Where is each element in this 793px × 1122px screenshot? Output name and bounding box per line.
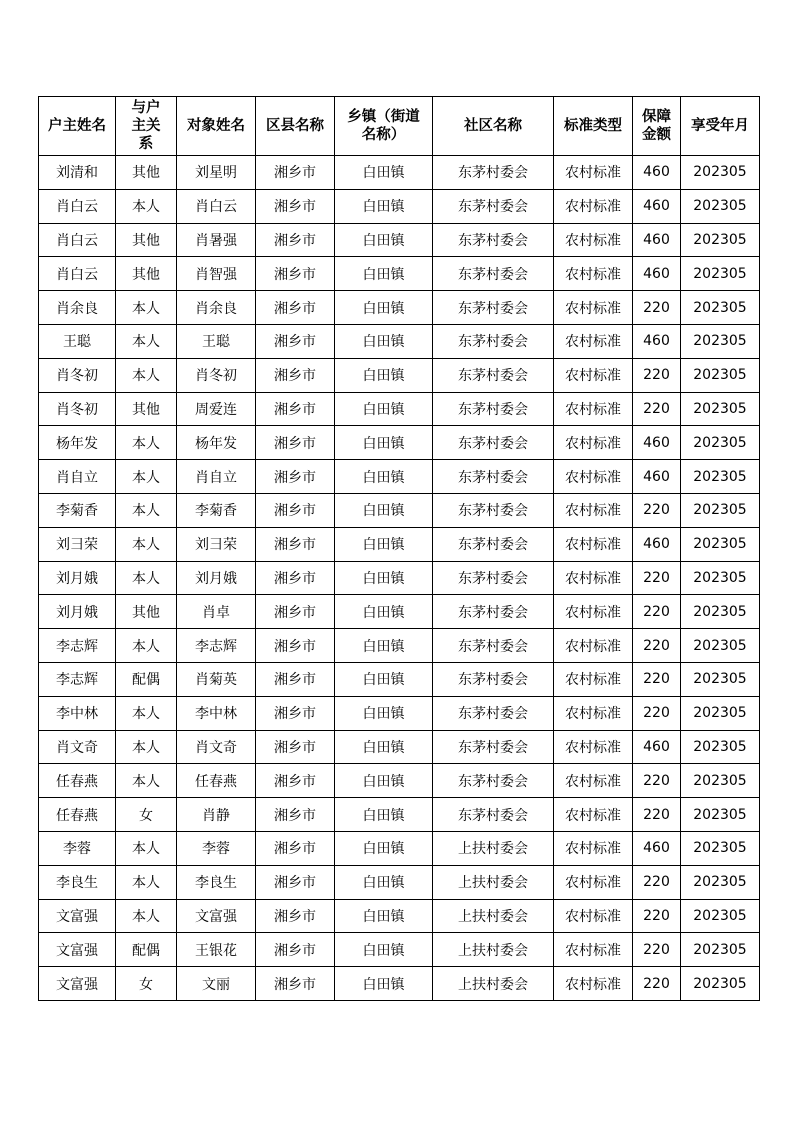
cell-township: 白田镇 (335, 595, 433, 629)
cell-standard-type: 农村标准 (554, 358, 633, 392)
cell-relationship: 其他 (116, 223, 177, 257)
cell-period: 202305 (681, 189, 760, 223)
cell-county: 湘乡市 (256, 629, 335, 663)
cell-standard-type: 农村标准 (554, 967, 633, 1001)
cell-amount: 460 (633, 460, 681, 494)
cell-relationship: 其他 (116, 257, 177, 291)
cell-township: 白田镇 (335, 223, 433, 257)
cell-recipient-name: 刘星明 (177, 156, 256, 190)
cell-relationship: 本人 (116, 358, 177, 392)
cell-township: 白田镇 (335, 189, 433, 223)
cell-standard-type: 农村标准 (554, 460, 633, 494)
table-row (39, 831, 760, 865)
cell-standard-type: 农村标准 (554, 156, 633, 190)
cell-county: 湘乡市 (256, 764, 335, 798)
cell-community: 东茅村委会 (433, 324, 554, 358)
cell-period: 202305 (681, 933, 760, 967)
cell-period: 202305 (681, 527, 760, 561)
cell-recipient-name: 肖文奇 (177, 730, 256, 764)
cell-township: 白田镇 (335, 493, 433, 527)
cell-relationship: 本人 (116, 831, 177, 865)
cell-recipient-name: 李志辉 (177, 629, 256, 663)
cell-community: 东茅村委会 (433, 798, 554, 832)
cell-amount: 460 (633, 426, 681, 460)
cell-relationship: 其他 (116, 156, 177, 190)
cell-recipient-name: 刘彐荣 (177, 527, 256, 561)
cell-householder-name: 杨年发 (39, 426, 116, 460)
cell-county: 湘乡市 (256, 358, 335, 392)
cell-relationship: 本人 (116, 561, 177, 595)
cell-relationship: 本人 (116, 865, 177, 899)
cell-township: 白田镇 (335, 899, 433, 933)
cell-amount: 220 (633, 865, 681, 899)
cell-period: 202305 (681, 324, 760, 358)
cell-county: 湘乡市 (256, 257, 335, 291)
cell-community: 东茅村委会 (433, 696, 554, 730)
header-township (335, 97, 433, 156)
cell-county: 湘乡市 (256, 392, 335, 426)
cell-township: 白田镇 (335, 865, 433, 899)
cell-county: 湘乡市 (256, 798, 335, 832)
cell-standard-type: 农村标准 (554, 595, 633, 629)
header-row (39, 97, 760, 156)
cell-householder-name: 刘月娥 (39, 561, 116, 595)
cell-amount: 220 (633, 764, 681, 798)
cell-recipient-name: 周爱连 (177, 392, 256, 426)
cell-relationship: 本人 (116, 764, 177, 798)
cell-county: 湘乡市 (256, 831, 335, 865)
cell-county: 湘乡市 (256, 561, 335, 595)
cell-standard-type: 农村标准 (554, 426, 633, 460)
header-standard-type (554, 97, 633, 156)
cell-householder-name: 李良生 (39, 865, 116, 899)
cell-county: 湘乡市 (256, 595, 335, 629)
cell-householder-name: 肖文奇 (39, 730, 116, 764)
cell-community: 东茅村委会 (433, 223, 554, 257)
table-row (39, 291, 760, 325)
cell-amount: 220 (633, 662, 681, 696)
cell-community: 东茅村委会 (433, 392, 554, 426)
cell-recipient-name: 刘月娥 (177, 561, 256, 595)
table-row (39, 967, 760, 1001)
cell-householder-name: 刘月娥 (39, 595, 116, 629)
cell-standard-type: 农村标准 (554, 696, 633, 730)
cell-community: 东茅村委会 (433, 527, 554, 561)
cell-period: 202305 (681, 899, 760, 933)
cell-amount: 220 (633, 291, 681, 325)
cell-amount: 460 (633, 189, 681, 223)
table-row (39, 899, 760, 933)
cell-standard-type: 农村标准 (554, 899, 633, 933)
cell-township: 白田镇 (335, 831, 433, 865)
table-row (39, 223, 760, 257)
cell-householder-name: 文富强 (39, 967, 116, 1001)
cell-householder-name: 任春燕 (39, 764, 116, 798)
cell-recipient-name: 任春燕 (177, 764, 256, 798)
cell-period: 202305 (681, 696, 760, 730)
cell-amount: 460 (633, 527, 681, 561)
cell-township: 白田镇 (335, 933, 433, 967)
cell-amount: 460 (633, 257, 681, 291)
cell-community: 东茅村委会 (433, 730, 554, 764)
cell-amount: 460 (633, 831, 681, 865)
cell-standard-type: 农村标准 (554, 629, 633, 663)
cell-county: 湘乡市 (256, 426, 335, 460)
cell-householder-name: 刘彐荣 (39, 527, 116, 561)
cell-county: 湘乡市 (256, 696, 335, 730)
cell-county: 湘乡市 (256, 933, 335, 967)
cell-county: 湘乡市 (256, 324, 335, 358)
cell-community: 东茅村委会 (433, 257, 554, 291)
cell-standard-type: 农村标准 (554, 527, 633, 561)
cell-county: 湘乡市 (256, 527, 335, 561)
cell-county: 湘乡市 (256, 899, 335, 933)
cell-period: 202305 (681, 967, 760, 1001)
cell-householder-name: 王聪 (39, 324, 116, 358)
cell-recipient-name: 王银花 (177, 933, 256, 967)
cell-period: 202305 (681, 662, 760, 696)
cell-standard-type: 农村标准 (554, 392, 633, 426)
cell-amount: 220 (633, 967, 681, 1001)
cell-amount: 220 (633, 358, 681, 392)
cell-relationship: 配偶 (116, 662, 177, 696)
table-row (39, 358, 760, 392)
header-label: 对象姓名 (187, 118, 245, 134)
cell-householder-name: 肖自立 (39, 460, 116, 494)
cell-recipient-name: 肖暑强 (177, 223, 256, 257)
cell-township: 白田镇 (335, 730, 433, 764)
cell-amount: 460 (633, 730, 681, 764)
cell-community: 东茅村委会 (433, 291, 554, 325)
header-period (681, 97, 760, 156)
table-row (39, 426, 760, 460)
cell-recipient-name: 李良生 (177, 865, 256, 899)
cell-householder-name: 肖白云 (39, 189, 116, 223)
cell-county: 湘乡市 (256, 967, 335, 1001)
cell-householder-name: 李志辉 (39, 662, 116, 696)
table-row (39, 324, 760, 358)
cell-amount: 460 (633, 223, 681, 257)
cell-standard-type: 农村标准 (554, 798, 633, 832)
header-label: 与户主关系 (131, 100, 161, 152)
header-community (433, 97, 554, 156)
cell-recipient-name: 肖白云 (177, 189, 256, 223)
cell-period: 202305 (681, 426, 760, 460)
table-row (39, 392, 760, 426)
cell-amount: 220 (633, 493, 681, 527)
cell-recipient-name: 文富强 (177, 899, 256, 933)
cell-householder-name: 肖白云 (39, 223, 116, 257)
cell-township: 白田镇 (335, 358, 433, 392)
cell-period: 202305 (681, 392, 760, 426)
cell-township: 白田镇 (335, 527, 433, 561)
header-label: 标准类型 (564, 118, 622, 134)
cell-period: 202305 (681, 595, 760, 629)
cell-standard-type: 农村标准 (554, 865, 633, 899)
table-header (39, 97, 760, 156)
cell-relationship: 其他 (116, 392, 177, 426)
cell-amount: 220 (633, 595, 681, 629)
cell-standard-type: 农村标准 (554, 831, 633, 865)
cell-relationship: 本人 (116, 426, 177, 460)
cell-standard-type: 农村标准 (554, 933, 633, 967)
table-row (39, 730, 760, 764)
header-label: 保障金额 (641, 109, 671, 143)
cell-county: 湘乡市 (256, 662, 335, 696)
cell-recipient-name: 杨年发 (177, 426, 256, 460)
header-householder-name (39, 97, 116, 156)
cell-township: 白田镇 (335, 460, 433, 494)
cell-community: 东茅村委会 (433, 460, 554, 494)
cell-township: 白田镇 (335, 426, 433, 460)
cell-period: 202305 (681, 257, 760, 291)
cell-householder-name: 肖余良 (39, 291, 116, 325)
cell-recipient-name: 肖冬初 (177, 358, 256, 392)
cell-township: 白田镇 (335, 764, 433, 798)
cell-householder-name: 李蓉 (39, 831, 116, 865)
cell-period: 202305 (681, 561, 760, 595)
cell-period: 202305 (681, 223, 760, 257)
cell-amount: 460 (633, 324, 681, 358)
cell-standard-type: 农村标准 (554, 257, 633, 291)
cell-standard-type: 农村标准 (554, 730, 633, 764)
cell-relationship: 本人 (116, 899, 177, 933)
cell-standard-type: 农村标准 (554, 493, 633, 527)
cell-period: 202305 (681, 764, 760, 798)
cell-county: 湘乡市 (256, 223, 335, 257)
cell-county: 湘乡市 (256, 189, 335, 223)
cell-recipient-name: 肖卓 (177, 595, 256, 629)
cell-period: 202305 (681, 798, 760, 832)
table-row (39, 865, 760, 899)
header-label: 社区名称 (464, 118, 522, 134)
cell-householder-name: 李中林 (39, 696, 116, 730)
cell-county: 湘乡市 (256, 730, 335, 764)
header-label: 户主姓名 (48, 118, 106, 134)
cell-householder-name: 肖冬初 (39, 358, 116, 392)
cell-amount: 220 (633, 629, 681, 663)
cell-recipient-name: 肖智强 (177, 257, 256, 291)
header-county (256, 97, 335, 156)
cell-township: 白田镇 (335, 392, 433, 426)
table-row (39, 257, 760, 291)
header-relationship (116, 97, 177, 156)
table-row (39, 662, 760, 696)
cell-community: 东茅村委会 (433, 764, 554, 798)
cell-amount: 220 (633, 798, 681, 832)
cell-recipient-name: 李蓉 (177, 831, 256, 865)
cell-recipient-name: 肖余良 (177, 291, 256, 325)
cell-recipient-name: 王聪 (177, 324, 256, 358)
cell-county: 湘乡市 (256, 291, 335, 325)
cell-relationship: 本人 (116, 527, 177, 561)
header-recipient-name (177, 97, 256, 156)
cell-community: 上扶村委会 (433, 933, 554, 967)
cell-community: 上扶村委会 (433, 967, 554, 1001)
header-amount (633, 97, 681, 156)
table-row (39, 933, 760, 967)
cell-community: 上扶村委会 (433, 899, 554, 933)
table-row (39, 527, 760, 561)
cell-amount: 460 (633, 156, 681, 190)
cell-period: 202305 (681, 730, 760, 764)
cell-township: 白田镇 (335, 324, 433, 358)
cell-community: 东茅村委会 (433, 493, 554, 527)
cell-standard-type: 农村标准 (554, 223, 633, 257)
cell-community: 东茅村委会 (433, 595, 554, 629)
cell-township: 白田镇 (335, 257, 433, 291)
cell-relationship: 本人 (116, 696, 177, 730)
cell-community: 东茅村委会 (433, 189, 554, 223)
header-label: 区县名称 (266, 118, 324, 134)
cell-amount: 220 (633, 899, 681, 933)
cell-relationship: 本人 (116, 493, 177, 527)
cell-standard-type: 农村标准 (554, 291, 633, 325)
cell-recipient-name: 肖静 (177, 798, 256, 832)
table-row (39, 493, 760, 527)
cell-period: 202305 (681, 865, 760, 899)
cell-recipient-name: 文丽 (177, 967, 256, 1001)
table-row (39, 561, 760, 595)
header-label: 享受年月 (691, 118, 749, 134)
cell-relationship: 本人 (116, 730, 177, 764)
cell-relationship: 女 (116, 967, 177, 1001)
table-row (39, 189, 760, 223)
cell-community: 东茅村委会 (433, 561, 554, 595)
cell-householder-name: 刘清和 (39, 156, 116, 190)
cell-period: 202305 (681, 460, 760, 494)
table-row (39, 156, 760, 190)
cell-standard-type: 农村标准 (554, 324, 633, 358)
cell-period: 202305 (681, 291, 760, 325)
cell-relationship: 女 (116, 798, 177, 832)
cell-township: 白田镇 (335, 798, 433, 832)
cell-recipient-name: 肖菊英 (177, 662, 256, 696)
cell-relationship: 本人 (116, 629, 177, 663)
table-row (39, 460, 760, 494)
cell-relationship: 配偶 (116, 933, 177, 967)
cell-community: 东茅村委会 (433, 426, 554, 460)
table-row (39, 798, 760, 832)
cell-standard-type: 农村标准 (554, 561, 633, 595)
cell-township: 白田镇 (335, 967, 433, 1001)
assistance-roster-table (38, 96, 760, 1001)
table-row (39, 595, 760, 629)
cell-standard-type: 农村标准 (554, 662, 633, 696)
table-row (39, 764, 760, 798)
table-row (39, 629, 760, 663)
cell-township: 白田镇 (335, 662, 433, 696)
cell-period: 202305 (681, 831, 760, 865)
cell-township: 白田镇 (335, 291, 433, 325)
cell-householder-name: 李菊香 (39, 493, 116, 527)
cell-householder-name: 肖白云 (39, 257, 116, 291)
cell-period: 202305 (681, 358, 760, 392)
cell-community: 上扶村委会 (433, 831, 554, 865)
cell-amount: 220 (633, 561, 681, 595)
cell-recipient-name: 李中林 (177, 696, 256, 730)
cell-standard-type: 农村标准 (554, 764, 633, 798)
cell-period: 202305 (681, 156, 760, 190)
cell-period: 202305 (681, 629, 760, 663)
cell-county: 湘乡市 (256, 156, 335, 190)
cell-householder-name: 肖冬初 (39, 392, 116, 426)
cell-community: 上扶村委会 (433, 865, 554, 899)
cell-amount: 220 (633, 933, 681, 967)
cell-community: 东茅村委会 (433, 662, 554, 696)
cell-householder-name: 文富强 (39, 899, 116, 933)
cell-period: 202305 (681, 493, 760, 527)
cell-recipient-name: 肖自立 (177, 460, 256, 494)
cell-relationship: 本人 (116, 324, 177, 358)
table-row (39, 696, 760, 730)
cell-householder-name: 文富强 (39, 933, 116, 967)
cell-amount: 220 (633, 392, 681, 426)
cell-standard-type: 农村标准 (554, 189, 633, 223)
cell-county: 湘乡市 (256, 865, 335, 899)
header-label: 乡镇（街道名称） (347, 109, 420, 143)
cell-relationship: 本人 (116, 189, 177, 223)
cell-township: 白田镇 (335, 696, 433, 730)
cell-amount: 220 (633, 696, 681, 730)
cell-township: 白田镇 (335, 561, 433, 595)
cell-recipient-name: 李菊香 (177, 493, 256, 527)
cell-township: 白田镇 (335, 156, 433, 190)
cell-relationship: 本人 (116, 460, 177, 494)
cell-householder-name: 任春燕 (39, 798, 116, 832)
cell-community: 东茅村委会 (433, 156, 554, 190)
cell-relationship: 本人 (116, 291, 177, 325)
cell-householder-name: 李志辉 (39, 629, 116, 663)
cell-relationship: 其他 (116, 595, 177, 629)
cell-county: 湘乡市 (256, 493, 335, 527)
table-body (39, 156, 760, 1001)
cell-township: 白田镇 (335, 629, 433, 663)
cell-community: 东茅村委会 (433, 358, 554, 392)
cell-county: 湘乡市 (256, 460, 335, 494)
cell-community: 东茅村委会 (433, 629, 554, 663)
